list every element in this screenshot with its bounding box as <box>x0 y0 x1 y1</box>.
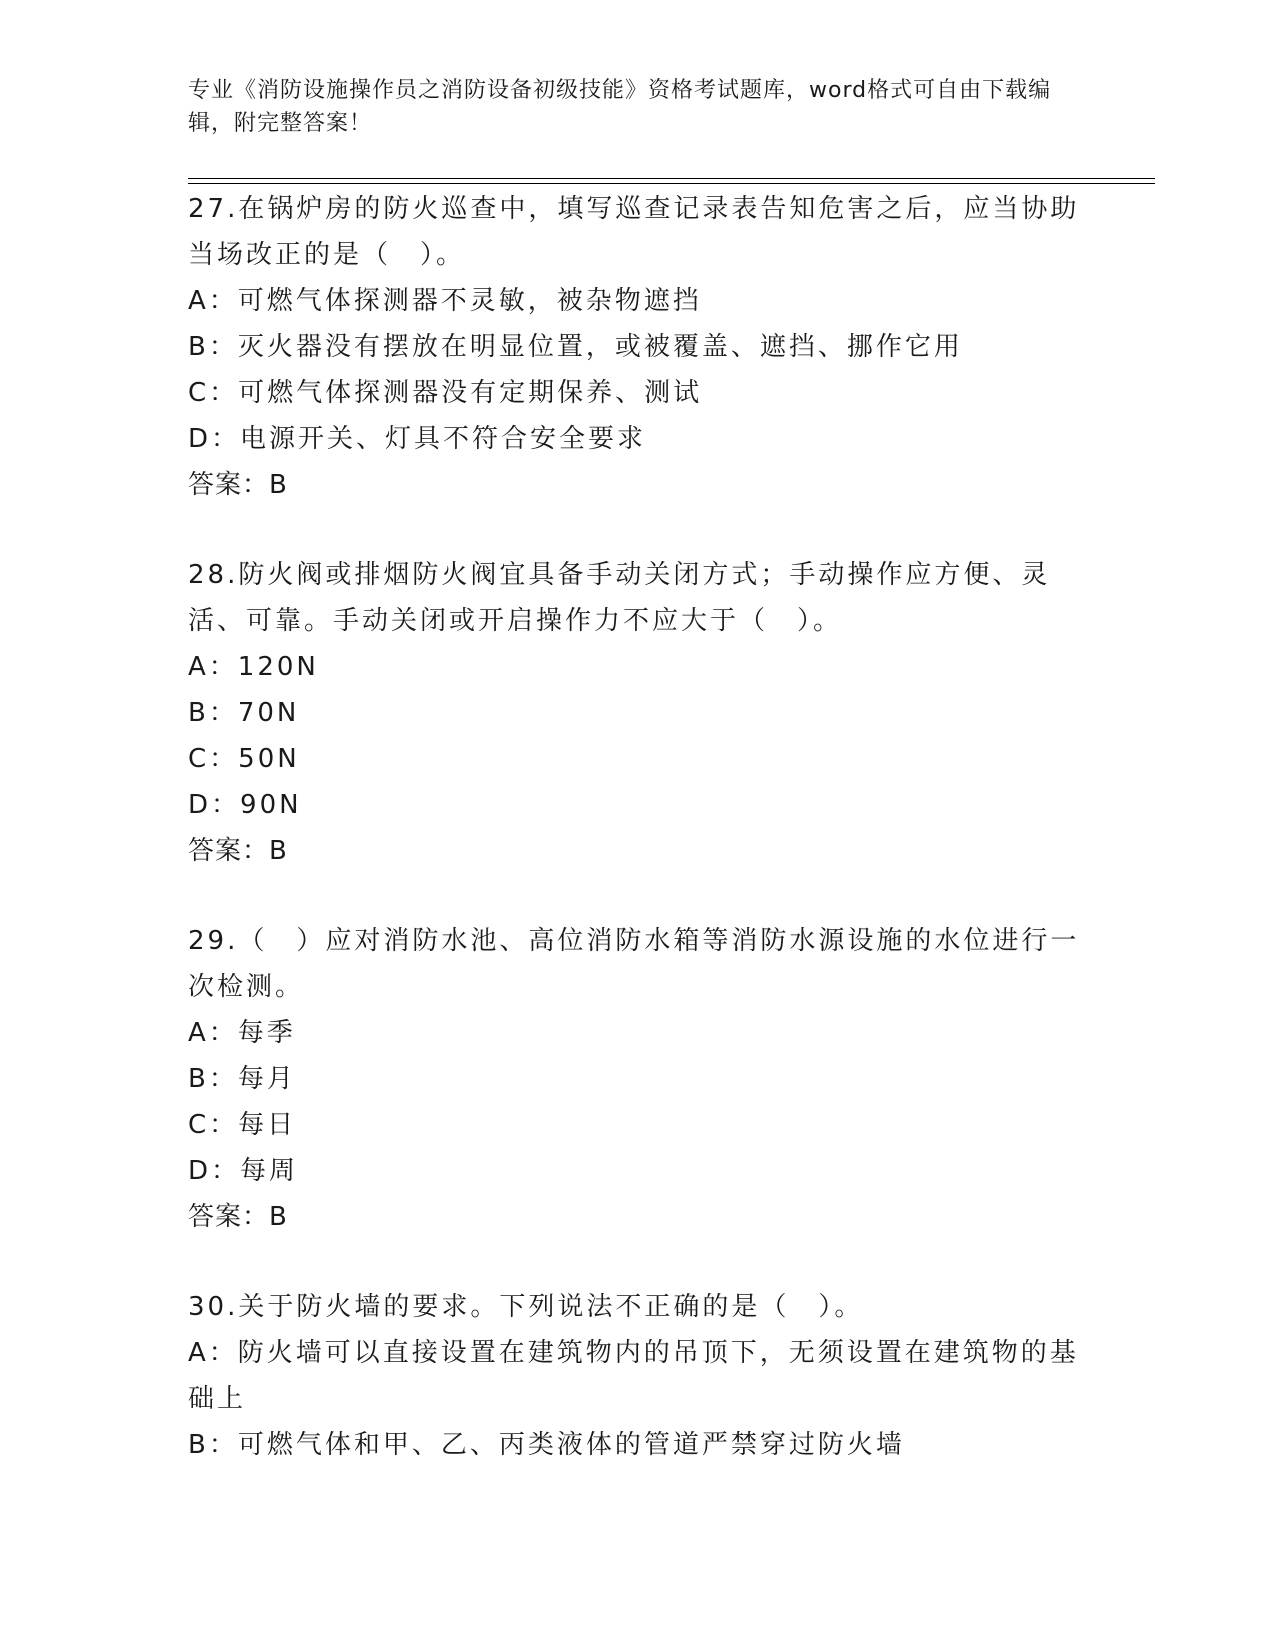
option-b: B：可燃气体和甲、乙、丙类液体的管道严禁穿过防火墙 <box>188 1430 905 1460</box>
question-list <box>188 186 1088 1512</box>
option-a: A：可燃气体探测器不灵敏，被杂物遮挡 <box>188 286 702 316</box>
question-29 <box>188 918 1088 1240</box>
option-b: B：每月 <box>188 1064 296 1094</box>
option-a: A：防火墙可以直接设置在建筑物内的吊顶下，无须设置在建筑物的基础上 <box>188 1338 1079 1414</box>
question-27 <box>188 186 1088 508</box>
option-c: C：可燃气体探测器没有定期保养、测试 <box>188 378 703 408</box>
option-b: B：灭火器没有摆放在明显位置，或被覆盖、遮挡、挪作它用 <box>188 332 963 362</box>
option-d: D：90N <box>188 790 302 820</box>
option-a: A：每季 <box>188 1018 296 1048</box>
header-rule-bottom <box>188 183 1155 184</box>
question-28 <box>188 552 1088 874</box>
question-stem: 27.在锅炉房的防火巡查中，填写巡查记录表告知危害之后，应当协助当场改正的是（ ）。 <box>188 194 1080 270</box>
option-b: B：70N <box>188 698 300 728</box>
option-c: C：50N <box>188 744 300 774</box>
answer-line: 答案：B <box>188 836 288 866</box>
header-rule-top <box>188 178 1155 179</box>
answer-line: 答案：B <box>188 470 288 500</box>
option-c: C：每日 <box>188 1110 297 1140</box>
option-d: D：电源开关、灯具不符合安全要求 <box>188 424 647 454</box>
answer-line: 答案：B <box>188 1202 288 1232</box>
option-d: D：每周 <box>188 1156 299 1186</box>
question-stem: 28.防火阀或排烟防火阀宜具备手动关闭方式；手动操作应方便、灵活、可靠。手动关闭或开启操作力不应大于（ ）。 <box>188 560 1051 636</box>
option-a: A：120N <box>188 652 319 682</box>
question-stem: 30.关于防火墙的要求。下列说法不正确的是（ ）。 <box>188 1292 864 1322</box>
header-text: 专业《消防设施操作员之消防设备初级技能》资格考试题库，word格式可自由下载编辑，附完整答案！ <box>188 78 1052 136</box>
question-30 <box>188 1284 1088 1468</box>
question-stem: 29.（ ）应对消防水池、高位消防水箱等消防水源设施的水位进行一次检测。 <box>188 926 1080 1002</box>
